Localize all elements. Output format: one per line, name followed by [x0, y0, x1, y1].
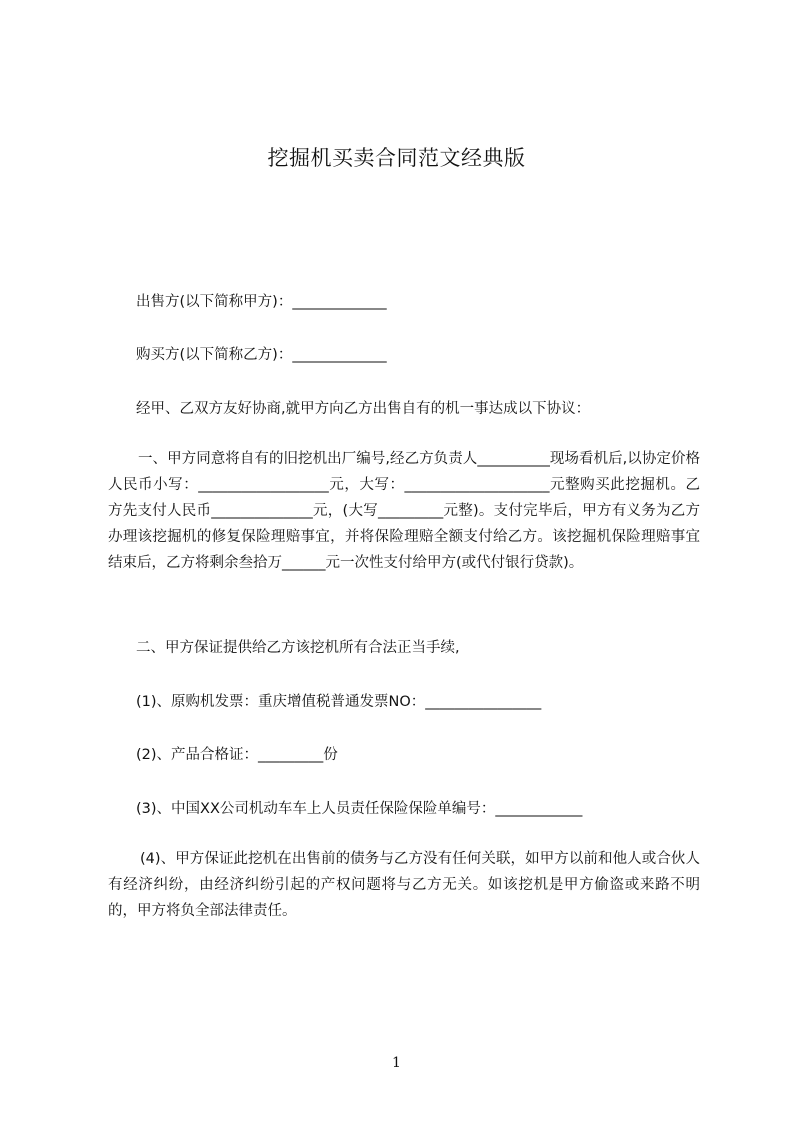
clause-2-item-4: (4)、甲方保证此挖机在出售前的债务与乙方没有任何关联，如甲方以前和他人或合伙人有经济纠纷，由经济纠纷引起的产权问题将与乙方无关。如该挖机是甲方偷盗或来路不明的，甲方将负全部法律责任。: [108, 851, 700, 919]
buyer-line: 购买方(以下简称乙方)：_____________: [136, 347, 387, 363]
clause-2-item-1: (1)、原购机发票：重庆增值税普通发票NO：________________: [136, 694, 542, 710]
clause-2-item-3: (3)、中国XX公司机动车车上人员责任保险保险单编号：____________: [136, 801, 583, 817]
clause-2-paragraph: 二、甲方保证提供给乙方该挖机所有合法正当手续,: [136, 640, 460, 656]
intro-paragraph: 经甲、乙双方友好协商,就甲方向乙方出售自有的机一事达成以下协议：: [136, 401, 591, 417]
document-title: 挖掘机买卖合同范文经典版: [267, 146, 526, 170]
page-number: 1: [392, 1055, 401, 1071]
seller-line: 出售方(以下简称甲方)：_____________: [136, 294, 387, 310]
clause-2-item-2: (2)、产品合格证：_________份: [136, 747, 338, 763]
clause-1-paragraph: 一、甲方同意将自有的旧挖机出厂编号,经乙方负责人__________现场看机后,以协定价格人民币小写：__________________元，大写：____________________元整购买此挖掘机。乙方先支付人民币______________元，(大写_________元整)。支付完毕后，甲方有义务为乙方办理该挖掘机的修复保险理赔事宜，并将保险理赔全额支付给乙方。该挖掘机保险理赔事宜结束后，乙方将剩余叁拾万______元一次性支付给甲方(或代付银行贷款)。: [108, 451, 700, 571]
